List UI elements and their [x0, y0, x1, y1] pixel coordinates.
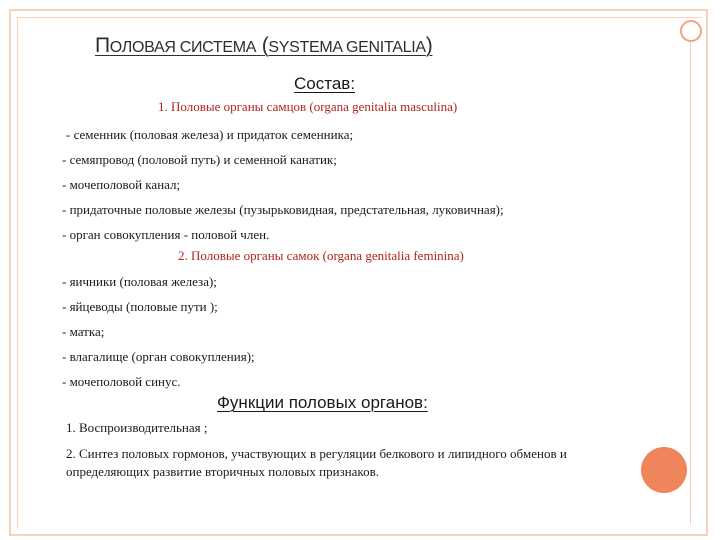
- decorative-circle-small: [680, 20, 702, 42]
- male-item-1: - семенник (половая железа) и придаток семенника;: [66, 127, 354, 142]
- function-item-1: 1. Воспроизводительная ;: [66, 420, 208, 435]
- composition-heading: Состав:: [294, 74, 356, 93]
- title-part-2: ОЛОВАЯ СИСТЕМА: [109, 39, 257, 56]
- female-item-5: - мочеполовой синус.: [62, 374, 181, 389]
- male-item-4: - придаточные половые железы (пузырьковидная, предстательная, луковичная);: [62, 202, 504, 217]
- decorative-circle-large: [641, 447, 687, 493]
- title-part-5: ): [425, 34, 433, 57]
- title-part-4: SYSTEMA GENITALIA: [268, 39, 426, 56]
- slide-frame-right-line: [690, 20, 691, 525]
- male-organs-heading: 1. Половые органы самцов (organa genitalia masculina): [158, 99, 458, 114]
- female-item-4: - влагалище (орган совокупления);: [62, 349, 255, 364]
- female-item-1: - яичники (половая железа);: [62, 274, 217, 289]
- male-item-3: - мочеполовой канал;: [62, 177, 181, 192]
- male-item-5: - орган совокупления - половой член.: [62, 227, 270, 242]
- function-item-2: 2. Синтез половых гормонов, участвующих в регуляции белкового и липидного обменов и определяющих развитие вторичных половых признаков.: [66, 446, 567, 479]
- male-item-2: - семяпровод (половой путь) и семенной канатик;: [62, 152, 337, 167]
- female-item-3: - матка;: [62, 324, 105, 339]
- title-part-1: П: [95, 34, 110, 57]
- slide-title: [95, 34, 635, 58]
- functions-heading: Функции половых органов:: [217, 393, 428, 412]
- title-part-3: (: [261, 34, 269, 57]
- female-organs-heading: 2. Половые органы самок (organa genitalia feminina): [178, 248, 464, 263]
- female-item-2: - яйцеводы (половые пути );: [62, 299, 218, 314]
